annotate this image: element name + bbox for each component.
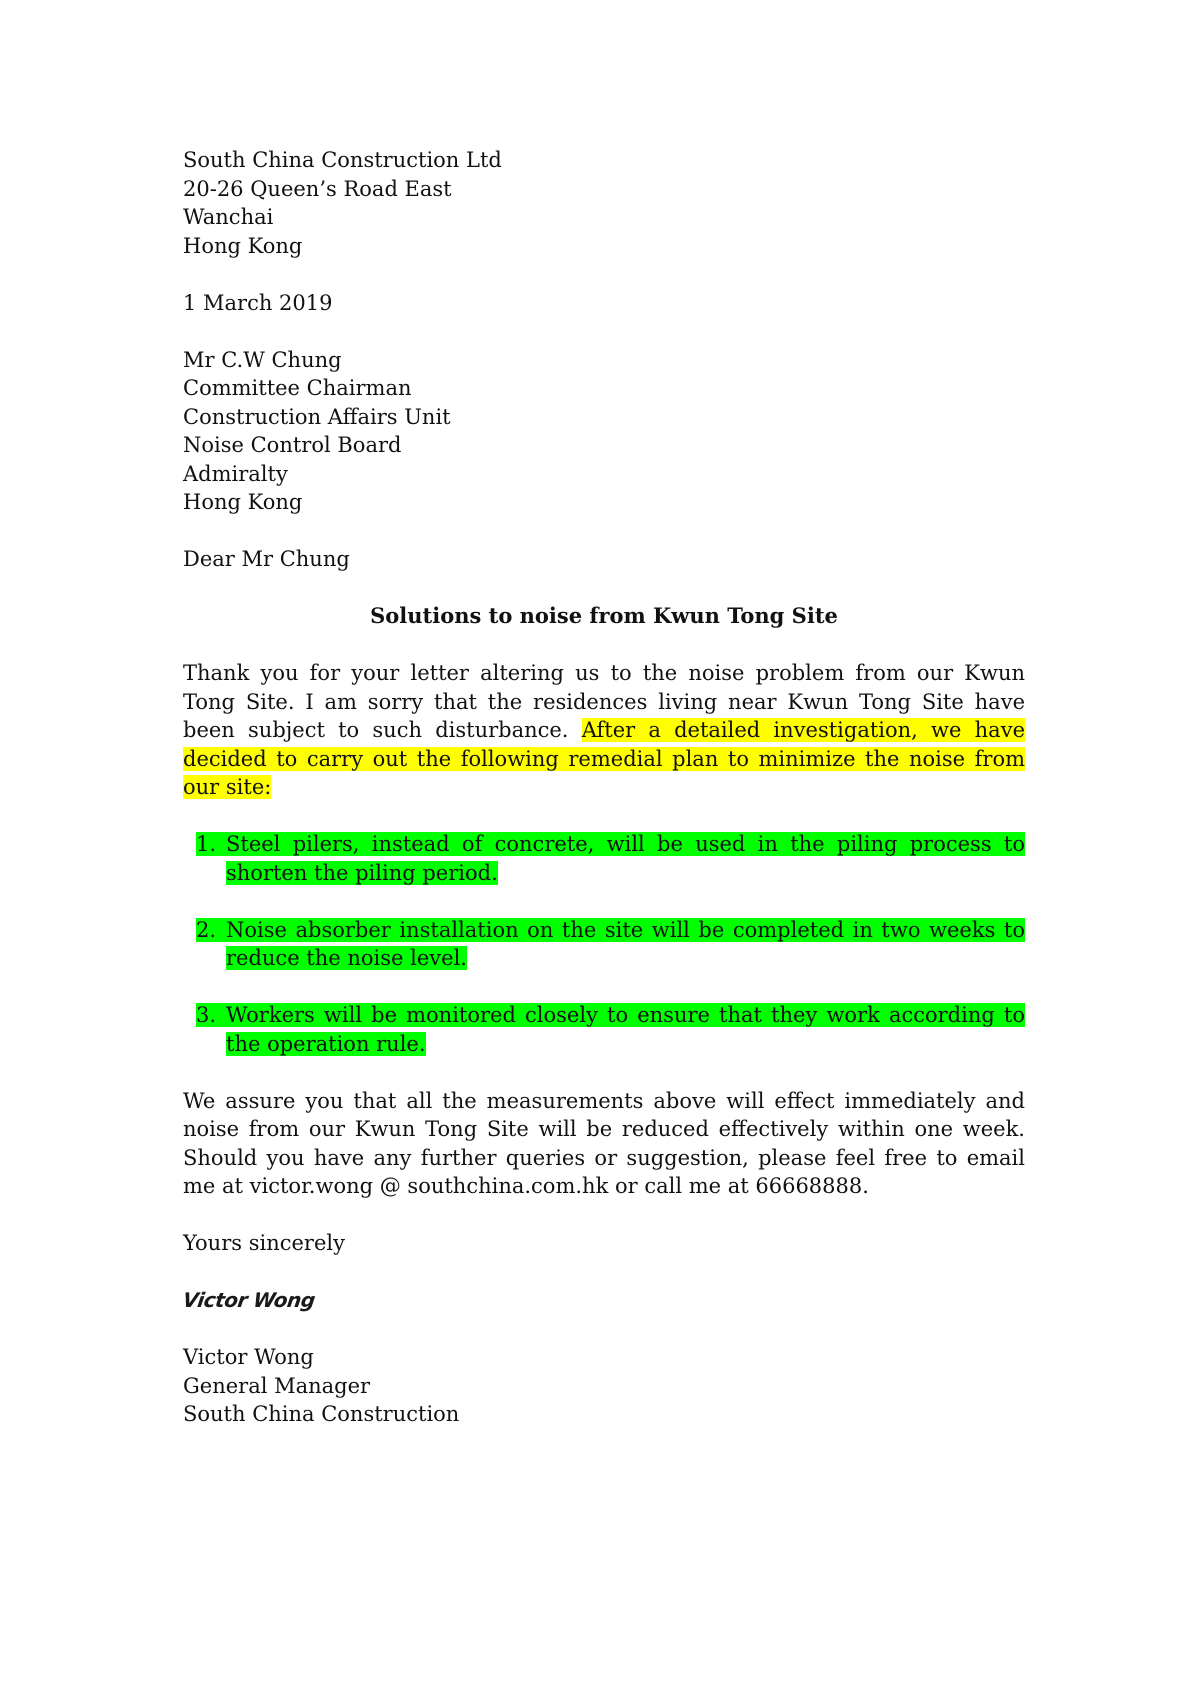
spacer [183, 260, 1025, 289]
intro-highlighted-text: After a detailed investigation, we have decided to carry out the following remedial plan to minimize the noise from our site: [183, 718, 1025, 799]
signatory-name: Victor Wong [183, 1345, 314, 1369]
list-item-text: Workers will be monitored closely to ensure that they work according to the operation rule. [226, 1003, 1025, 1056]
recipient-board: Noise Control Board [183, 433, 402, 457]
intro-text: Thank you for your letter altering us to the noise problem from our Kwun Tong Site. I am sorry that the residences living near Kwun Tong Site have been subject to such disturbance. [183, 661, 1025, 742]
recipient-city: Hong Kong [183, 490, 303, 514]
signatory-position: General Manager [183, 1373, 371, 1398]
list-item-number: 3. [183, 1001, 226, 1058]
list-item [183, 830, 1025, 887]
recipient-name: Mr C.W Chung [183, 347, 342, 372]
signature-line [183, 1286, 1025, 1315]
recipient-address [183, 346, 1025, 517]
spacer [183, 317, 1025, 346]
sender-address-line2: Wanchai [183, 205, 274, 229]
spacer [183, 1058, 1025, 1087]
sender-address-line3: Hong Kong [183, 233, 303, 258]
list-item [183, 1001, 1025, 1058]
signatory-company: South China Construction [183, 1402, 460, 1426]
recipient-unit: Construction Affairs Unit [183, 404, 451, 429]
intro-paragraph [183, 659, 1025, 802]
letter-subject: Solutions to noise from Kwun Tong Site [370, 603, 838, 628]
list-item-text: Steel pilers, instead of concrete, will be used in the piling process to shorten the piling period. [226, 832, 1025, 885]
list-item-number: 1. [183, 830, 226, 887]
recipient-title: Committee Chairman [183, 376, 412, 400]
sender-address [183, 146, 1025, 260]
list-item-text: Noise absorber installation on the site will be completed in two weeks to reduce the noise level. [226, 917, 1025, 970]
list-item [183, 916, 1025, 973]
remedial-plan-list [183, 830, 1025, 1058]
closing-paragraph: We assure you that all the measurements above will effect immediately and noise from our Kwun Tong Site will be reduced effectively within one week. Should you have any further queries or suggestion, please feel free to email me at victor.wong @ southchina.com.hk or call me at 66668888. [183, 1088, 1025, 1198]
letter-date: 1 March 2019 [183, 290, 333, 315]
complimentary-close: Yours sincerely [183, 1231, 345, 1255]
spacer [183, 517, 1025, 546]
sender-company: South China Construction Ltd [183, 148, 502, 172]
recipient-district: Admiralty [183, 461, 288, 486]
spacer [183, 1315, 1025, 1344]
spacer [183, 631, 1025, 660]
letter-body [183, 146, 1025, 1429]
sender-address-line1: 20-26 Queen’s Road East [183, 176, 452, 201]
handwritten-signature: Victor Wong [181, 1288, 317, 1312]
spacer [183, 802, 1025, 831]
signatory-block [183, 1343, 1025, 1429]
spacer [183, 1258, 1025, 1287]
list-item-number: 2. [183, 916, 226, 973]
salutation: Dear Mr Chung [183, 547, 350, 571]
spacer [183, 574, 1025, 603]
spacer [183, 1201, 1025, 1230]
